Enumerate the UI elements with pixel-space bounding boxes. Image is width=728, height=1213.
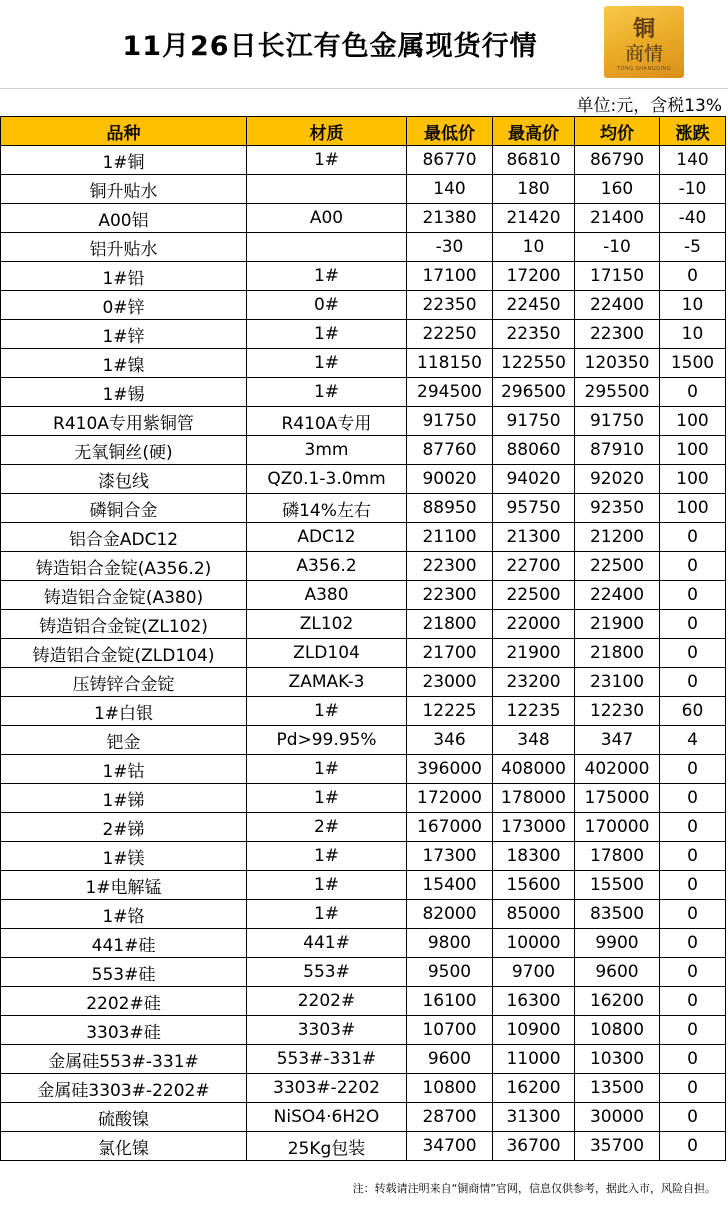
low-price-cell: 28700 <box>407 1103 493 1132</box>
high-price-cell: 16300 <box>493 987 575 1016</box>
low-price-cell: 88950 <box>407 494 493 523</box>
change-cell: 0 <box>660 639 726 668</box>
page-title: 11月26日长江有色金属现货行情 <box>122 31 538 62</box>
table-row <box>1 755 726 784</box>
table-header-row <box>1 117 726 146</box>
variety-cell: 氯化镍 <box>1 1132 247 1161</box>
low-price-cell: 15400 <box>407 871 493 900</box>
avg-price-cell: 21200 <box>575 523 660 552</box>
variety-cell: A00铝 <box>1 204 247 233</box>
avg-price-cell: 92020 <box>575 465 660 494</box>
table-row <box>1 929 726 958</box>
high-price-cell: 95750 <box>493 494 575 523</box>
table-row <box>1 378 726 407</box>
material-cell: 1# <box>247 320 407 349</box>
change-cell: 0 <box>660 610 726 639</box>
table-row <box>1 871 726 900</box>
low-price-cell: 87760 <box>407 436 493 465</box>
low-price-cell: -30 <box>407 233 493 262</box>
avg-price-cell: 175000 <box>575 784 660 813</box>
table-row <box>1 726 726 755</box>
low-price-cell: 9500 <box>407 958 493 987</box>
table-row <box>1 1045 726 1074</box>
change-cell: 0 <box>660 523 726 552</box>
high-price-cell: 31300 <box>493 1103 575 1132</box>
table-row <box>1 842 726 871</box>
variety-cell: 磷铜合金 <box>1 494 247 523</box>
avg-price-cell: 347 <box>575 726 660 755</box>
table-row <box>1 291 726 320</box>
change-cell: 0 <box>660 784 726 813</box>
low-price-cell: 17300 <box>407 842 493 871</box>
high-price-cell: 94020 <box>493 465 575 494</box>
table-row <box>1 523 726 552</box>
high-price-cell: 10000 <box>493 929 575 958</box>
low-price-cell: 172000 <box>407 784 493 813</box>
low-price-cell: 346 <box>407 726 493 755</box>
low-price-cell: 86770 <box>407 146 493 175</box>
avg-price-cell: 120350 <box>575 349 660 378</box>
table-row <box>1 639 726 668</box>
high-price-cell: 10 <box>493 233 575 262</box>
material-cell: 2# <box>247 813 407 842</box>
variety-cell: 铸造铝合金锭(ZL102) <box>1 610 247 639</box>
variety-cell: 1#锌 <box>1 320 247 349</box>
low-price-cell: 10800 <box>407 1074 493 1103</box>
change-cell: 0 <box>660 378 726 407</box>
change-cell: 100 <box>660 407 726 436</box>
high-price-cell: 88060 <box>493 436 575 465</box>
material-cell: 553#-331# <box>247 1045 407 1074</box>
change-cell: 60 <box>660 697 726 726</box>
change-cell: 0 <box>660 871 726 900</box>
change-cell: -10 <box>660 175 726 204</box>
material-cell: 1# <box>247 697 407 726</box>
change-cell: 0 <box>660 668 726 697</box>
high-price-cell: 21900 <box>493 639 575 668</box>
logo-caption: TONG SHANGQING <box>616 66 672 72</box>
material-cell: 3mm <box>247 436 407 465</box>
high-price-cell: 22450 <box>493 291 575 320</box>
variety-cell: 铝合金ADC12 <box>1 523 247 552</box>
high-price-cell: 16200 <box>493 1074 575 1103</box>
table-row <box>1 175 726 204</box>
low-price-cell: 9800 <box>407 929 493 958</box>
high-price-cell: 22350 <box>493 320 575 349</box>
material-cell: 2202# <box>247 987 407 1016</box>
low-price-cell: 17100 <box>407 262 493 291</box>
table-row <box>1 987 726 1016</box>
change-cell: 100 <box>660 494 726 523</box>
table-row <box>1 1103 726 1132</box>
material-cell: 1# <box>247 784 407 813</box>
avg-price-cell: 170000 <box>575 813 660 842</box>
material-cell: 441# <box>247 929 407 958</box>
change-cell: 0 <box>660 929 726 958</box>
low-price-cell: 9600 <box>407 1045 493 1074</box>
material-cell: A356.2 <box>247 552 407 581</box>
variety-cell: 无氧铜丝(硬) <box>1 436 247 465</box>
change-cell: 0 <box>660 1045 726 1074</box>
variety-cell: 1#镍 <box>1 349 247 378</box>
variety-cell: 铸造铝合金锭(A356.2) <box>1 552 247 581</box>
variety-cell: 1#白银 <box>1 697 247 726</box>
column-header-low-price: 最低价 <box>407 117 493 146</box>
variety-cell: 铸造铝合金锭(ZLD104) <box>1 639 247 668</box>
column-header-avg-price: 均价 <box>575 117 660 146</box>
change-cell: 4 <box>660 726 726 755</box>
material-cell: 3303#-2202 <box>247 1074 407 1103</box>
variety-cell: 1#铅 <box>1 262 247 291</box>
avg-price-cell: 160 <box>575 175 660 204</box>
variety-cell: 1#铜 <box>1 146 247 175</box>
material-cell: ADC12 <box>247 523 407 552</box>
table-row <box>1 349 726 378</box>
change-cell: 10 <box>660 320 726 349</box>
change-cell: 0 <box>660 842 726 871</box>
avg-price-cell: 22400 <box>575 581 660 610</box>
avg-price-cell: 10300 <box>575 1045 660 1074</box>
material-cell: R410A专用 <box>247 407 407 436</box>
material-cell: ZL102 <box>247 610 407 639</box>
brand-logo <box>604 6 684 78</box>
material-cell: 1# <box>247 378 407 407</box>
material-cell <box>247 233 407 262</box>
avg-price-cell: 91750 <box>575 407 660 436</box>
table-row <box>1 262 726 291</box>
table-row <box>1 494 726 523</box>
change-cell: 0 <box>660 987 726 1016</box>
table-row <box>1 697 726 726</box>
variety-cell: 1#铬 <box>1 900 247 929</box>
high-price-cell: 11000 <box>493 1045 575 1074</box>
low-price-cell: 21700 <box>407 639 493 668</box>
variety-cell: 1#电解锰 <box>1 871 247 900</box>
avg-price-cell: -10 <box>575 233 660 262</box>
variety-cell: 3303#硅 <box>1 1016 247 1045</box>
high-price-cell: 21420 <box>493 204 575 233</box>
change-cell: 0 <box>660 581 726 610</box>
avg-price-cell: 16200 <box>575 987 660 1016</box>
low-price-cell: 12225 <box>407 697 493 726</box>
high-price-cell: 91750 <box>493 407 575 436</box>
variety-cell: R410A专用紫铜管 <box>1 407 247 436</box>
material-cell: 1# <box>247 349 407 378</box>
material-cell: 553# <box>247 958 407 987</box>
avg-price-cell: 35700 <box>575 1132 660 1161</box>
change-cell: 0 <box>660 1103 726 1132</box>
table-row <box>1 204 726 233</box>
table-row <box>1 552 726 581</box>
variety-cell: 0#锌 <box>1 291 247 320</box>
low-price-cell: 140 <box>407 175 493 204</box>
low-price-cell: 21800 <box>407 610 493 639</box>
column-header-change: 涨跌 <box>660 117 726 146</box>
avg-price-cell: 17800 <box>575 842 660 871</box>
low-price-cell: 22300 <box>407 581 493 610</box>
table-row <box>1 233 726 262</box>
avg-price-cell: 86790 <box>575 146 660 175</box>
variety-cell: 1#锑 <box>1 784 247 813</box>
change-cell: 100 <box>660 436 726 465</box>
variety-cell: 铸造铝合金锭(A380) <box>1 581 247 610</box>
change-cell: 140 <box>660 146 726 175</box>
low-price-cell: 118150 <box>407 349 493 378</box>
change-cell: 0 <box>660 755 726 784</box>
high-price-cell: 408000 <box>493 755 575 784</box>
table-row <box>1 1074 726 1103</box>
avg-price-cell: 22500 <box>575 552 660 581</box>
low-price-cell: 294500 <box>407 378 493 407</box>
high-price-cell: 22000 <box>493 610 575 639</box>
avg-price-cell: 22300 <box>575 320 660 349</box>
high-price-cell: 173000 <box>493 813 575 842</box>
change-cell: 0 <box>660 1074 726 1103</box>
high-price-cell: 15600 <box>493 871 575 900</box>
avg-price-cell: 21900 <box>575 610 660 639</box>
low-price-cell: 22300 <box>407 552 493 581</box>
low-price-cell: 91750 <box>407 407 493 436</box>
table-row <box>1 146 726 175</box>
variety-cell: 金属硅553#-331# <box>1 1045 247 1074</box>
table-row <box>1 1016 726 1045</box>
material-cell: 1# <box>247 146 407 175</box>
variety-cell: 铝升贴水 <box>1 233 247 262</box>
low-price-cell: 21380 <box>407 204 493 233</box>
high-price-cell: 9700 <box>493 958 575 987</box>
change-cell: 0 <box>660 900 726 929</box>
avg-price-cell: 21400 <box>575 204 660 233</box>
table-row <box>1 668 726 697</box>
variety-cell: 钯金 <box>1 726 247 755</box>
high-price-cell: 86810 <box>493 146 575 175</box>
high-price-cell: 21300 <box>493 523 575 552</box>
table-row <box>1 407 726 436</box>
variety-cell: 硫酸镍 <box>1 1103 247 1132</box>
material-cell: 0# <box>247 291 407 320</box>
variety-cell: 1#镁 <box>1 842 247 871</box>
variety-cell: 压铸锌合金锭 <box>1 668 247 697</box>
avg-price-cell: 87910 <box>575 436 660 465</box>
change-cell: 100 <box>660 465 726 494</box>
high-price-cell: 122550 <box>493 349 575 378</box>
material-cell: A00 <box>247 204 407 233</box>
variety-cell: 漆包线 <box>1 465 247 494</box>
footer-note: 注：转载请注明来自“铜商情”官网，信息仅供参考，据此入市，风险自担。 <box>352 1182 716 1195</box>
material-cell: 1# <box>247 900 407 929</box>
high-price-cell: 22700 <box>493 552 575 581</box>
avg-price-cell: 22400 <box>575 291 660 320</box>
material-cell: 25Kg包装 <box>247 1132 407 1161</box>
avg-price-cell: 12230 <box>575 697 660 726</box>
change-cell: 0 <box>660 1016 726 1045</box>
variety-cell: 441#硅 <box>1 929 247 958</box>
avg-price-cell: 17150 <box>575 262 660 291</box>
low-price-cell: 10700 <box>407 1016 493 1045</box>
avg-price-cell: 21800 <box>575 639 660 668</box>
change-cell: 0 <box>660 552 726 581</box>
variety-cell: 2202#硅 <box>1 987 247 1016</box>
variety-cell: 1#钴 <box>1 755 247 784</box>
logo-glyph-main: 商情 <box>624 43 663 65</box>
change-cell: 0 <box>660 813 726 842</box>
low-price-cell: 23000 <box>407 668 493 697</box>
unit-label: 单位:元，含税13% <box>576 96 722 116</box>
material-cell: 磷14%左右 <box>247 494 407 523</box>
low-price-cell: 82000 <box>407 900 493 929</box>
table-row <box>1 1132 726 1161</box>
variety-cell: 2#锑 <box>1 813 247 842</box>
change-cell: 10 <box>660 291 726 320</box>
avg-price-cell: 295500 <box>575 378 660 407</box>
material-cell: 1# <box>247 262 407 291</box>
variety-cell: 金属硅3303#-2202# <box>1 1074 247 1103</box>
avg-price-cell: 9600 <box>575 958 660 987</box>
table-body <box>1 146 726 1161</box>
table-row <box>1 958 726 987</box>
variety-cell: 1#锡 <box>1 378 247 407</box>
material-cell: NiSO4·6H2O <box>247 1103 407 1132</box>
high-price-cell: 348 <box>493 726 575 755</box>
high-price-cell: 180 <box>493 175 575 204</box>
high-price-cell: 36700 <box>493 1132 575 1161</box>
avg-price-cell: 10800 <box>575 1016 660 1045</box>
high-price-cell: 18300 <box>493 842 575 871</box>
table-row <box>1 581 726 610</box>
avg-price-cell: 92350 <box>575 494 660 523</box>
variety-cell: 553#硅 <box>1 958 247 987</box>
material-cell: 1# <box>247 842 407 871</box>
avg-price-cell: 23100 <box>575 668 660 697</box>
material-cell: QZ0.1-3.0mm <box>247 465 407 494</box>
table-row <box>1 465 726 494</box>
table-row <box>1 610 726 639</box>
variety-cell: 铜升贴水 <box>1 175 247 204</box>
material-cell: 3303# <box>247 1016 407 1045</box>
low-price-cell: 22350 <box>407 291 493 320</box>
low-price-cell: 22250 <box>407 320 493 349</box>
avg-price-cell: 15500 <box>575 871 660 900</box>
avg-price-cell: 13500 <box>575 1074 660 1103</box>
material-cell: 1# <box>247 755 407 784</box>
low-price-cell: 90020 <box>407 465 493 494</box>
high-price-cell: 296500 <box>493 378 575 407</box>
low-price-cell: 16100 <box>407 987 493 1016</box>
low-price-cell: 21100 <box>407 523 493 552</box>
price-table <box>0 116 726 1161</box>
low-price-cell: 34700 <box>407 1132 493 1161</box>
high-price-cell: 10900 <box>493 1016 575 1045</box>
column-header-variety: 品种 <box>1 117 247 146</box>
table-row <box>1 813 726 842</box>
change-cell: -5 <box>660 233 726 262</box>
table-row <box>1 436 726 465</box>
high-price-cell: 22500 <box>493 581 575 610</box>
table-row <box>1 900 726 929</box>
avg-price-cell: 83500 <box>575 900 660 929</box>
high-price-cell: 23200 <box>493 668 575 697</box>
material-cell: Pd>99.95% <box>247 726 407 755</box>
avg-price-cell: 9900 <box>575 929 660 958</box>
change-cell: 1500 <box>660 349 726 378</box>
material-cell: A380 <box>247 581 407 610</box>
logo-glyph-top: 铜 <box>632 16 655 42</box>
material-cell: 1# <box>247 871 407 900</box>
column-header-high-price: 最高价 <box>493 117 575 146</box>
change-cell: -40 <box>660 204 726 233</box>
change-cell: 0 <box>660 262 726 291</box>
high-price-cell: 12235 <box>493 697 575 726</box>
page-header <box>0 0 728 89</box>
change-cell: 0 <box>660 1132 726 1161</box>
change-cell: 0 <box>660 958 726 987</box>
material-cell <box>247 175 407 204</box>
avg-price-cell: 30000 <box>575 1103 660 1132</box>
material-cell: ZLD104 <box>247 639 407 668</box>
low-price-cell: 167000 <box>407 813 493 842</box>
table-row <box>1 320 726 349</box>
high-price-cell: 85000 <box>493 900 575 929</box>
high-price-cell: 178000 <box>493 784 575 813</box>
low-price-cell: 396000 <box>407 755 493 784</box>
table-row <box>1 784 726 813</box>
material-cell: ZAMAK-3 <box>247 668 407 697</box>
column-header-material: 材质 <box>247 117 407 146</box>
avg-price-cell: 402000 <box>575 755 660 784</box>
high-price-cell: 17200 <box>493 262 575 291</box>
